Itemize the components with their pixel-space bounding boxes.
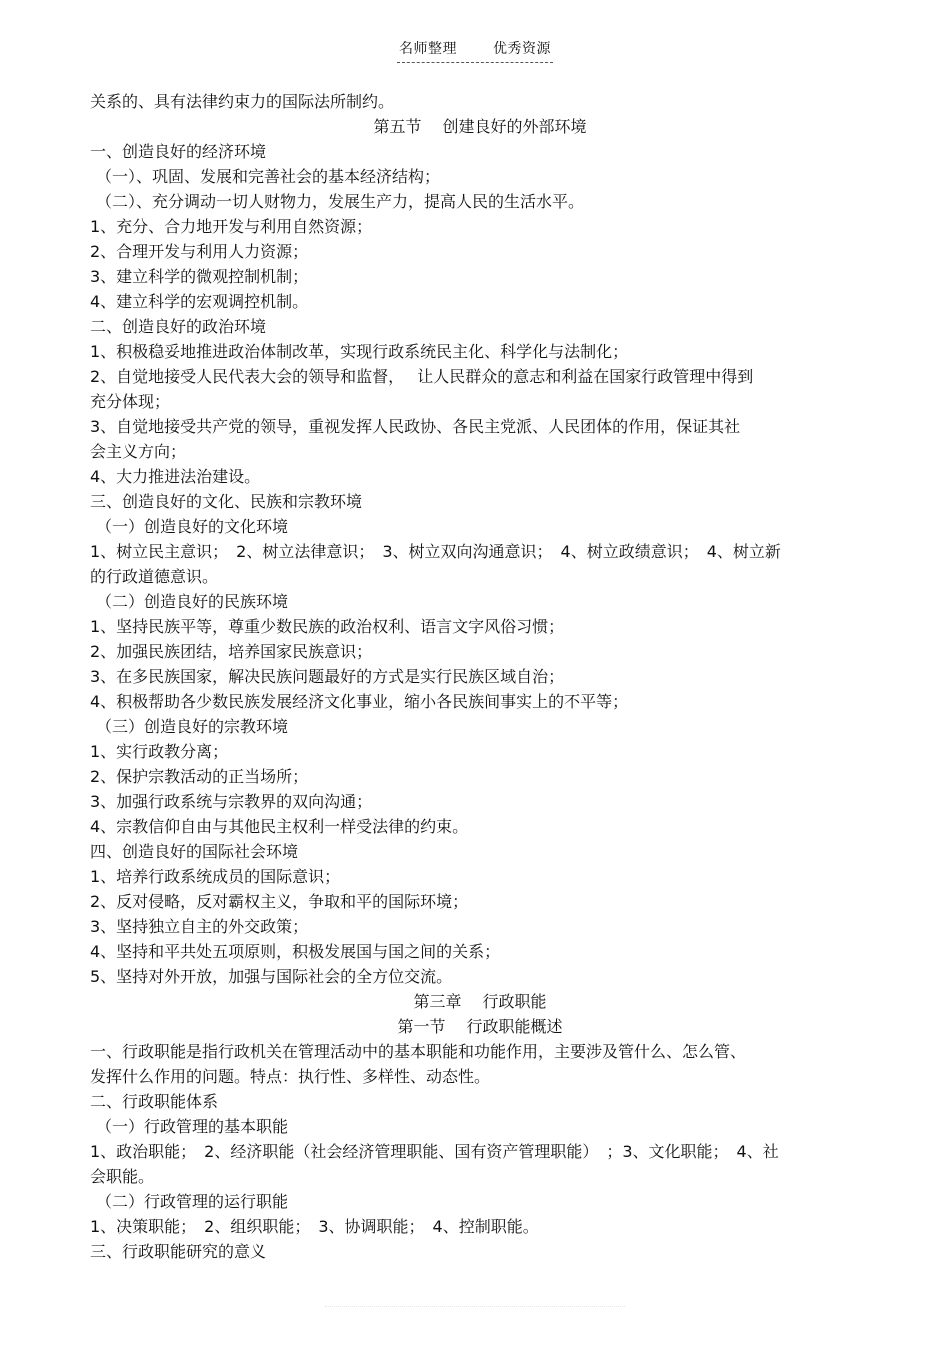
body-line: 3、自觉地接受共产党的领导，重视发挥人民政协、各民主党派、人民团体的作用，保证其社: [90, 417, 741, 436]
body-line: （二）创造良好的民族环境: [96, 592, 289, 611]
body-line: 2、加强民族团结，培养国家民族意识；: [90, 642, 373, 661]
body-line: 充分体现；: [90, 392, 171, 411]
body-line: 2、自觉地接受人民代表大会的领导和监督， 让人民群众的意志和利益在国家行政管理中得到: [90, 367, 754, 386]
body-line: 3、坚持独立自主的外交政策；: [90, 917, 309, 936]
body-line: 3、加强行政系统与宗教界的双向沟通；: [90, 792, 373, 811]
body-line: 1、积极稳妥地推进政治体制改革，实现行政系统民主化、科学化与法制化；: [90, 342, 629, 361]
body-line: 1、树立民主意识； 2、树立法律意识； 3、树立双向沟通意识； 4、树立政绩意识； 4、树立新: [90, 542, 781, 561]
header-right-text: 优秀资源: [493, 41, 551, 57]
body-line: 1、实行政教分离；: [90, 742, 229, 761]
body-line: 4、积极帮助各少数民族发展经济文化事业，缩小各民族间事实上的不平等；: [90, 692, 629, 711]
body-line: 的行政道德意识。: [90, 567, 219, 586]
body-line: （二）行政管理的运行职能: [96, 1192, 289, 1211]
section-heading: 第五节 创建良好的外部环境: [373, 117, 587, 136]
body-line: 会主义方向；: [90, 442, 187, 461]
body-line: 1、充分、合力地开发与利用自然资源；: [90, 217, 373, 236]
body-line: （一）创造良好的文化环境: [96, 517, 289, 536]
body-line: 2、反对侵略，反对霸权主义，争取和平的国际环境；: [90, 892, 469, 911]
header-left-text: 名师整理: [399, 41, 457, 57]
body-line: 4、坚持和平共处五项原则，积极发展国与国之间的关系；: [90, 942, 501, 961]
body-line: 关系的、具有法律约束力的国际法所制约。: [90, 92, 395, 111]
body-line: 1、培养行政系统成员的国际意识；: [90, 867, 341, 886]
body-line: 1、坚持民族平等，尊重少数民族的政治权利、语言文字风俗习惯；: [90, 617, 565, 636]
document-body: [90, 89, 870, 1264]
body-line: 2、保护宗教活动的正当场所；: [90, 767, 309, 786]
body-line: 三、创造良好的文化、民族和宗教环境: [90, 492, 363, 511]
body-line: （一）、巩固、发展和完善社会的基本经济结构；: [96, 167, 441, 186]
body-line: 会职能。: [90, 1167, 155, 1186]
chapter-heading: 第三章 行政职能: [413, 992, 547, 1011]
section-heading: 第一节 行政职能概述: [397, 1017, 563, 1036]
body-line: 一、行政职能是指行政机关在管理活动中的基本职能和功能作用，主要涉及管什么、怎么管、: [90, 1042, 747, 1061]
body-line: 4、建立科学的宏观调控机制。: [90, 292, 309, 311]
body-line: 一、创造良好的经济环境: [90, 142, 267, 161]
body-line: 三、行政职能研究的意义: [90, 1242, 267, 1261]
body-line: 发挥什么作用的问题。特点：执行性、多样性、动态性。: [90, 1067, 491, 1086]
body-line: （一）行政管理的基本职能: [96, 1117, 289, 1136]
body-line: 2、合理开发与利用人力资源；: [90, 242, 309, 261]
body-line: 二、行政职能体系: [90, 1092, 219, 1111]
body-line: （二）、充分调动一切人财物力，发展生产力，提高人民的生活水平。: [96, 192, 585, 211]
body-line: 1、决策职能； 2、组织职能； 3、协调职能； 4、控制职能。: [90, 1217, 539, 1236]
body-line: 5、坚持对外开放，加强与国际社会的全方位交流。: [90, 967, 453, 986]
page-header: [0, 38, 950, 63]
footer-watermark: [325, 1306, 625, 1309]
body-line: 1、政治职能； 2、经济职能（社会经济管理职能、国有资产管理职能） ；3、文化职能； 4、社: [90, 1142, 779, 1161]
header-underline: [397, 38, 553, 63]
body-line: 4、宗教信仰自由与其他民主权利一样受法律的约束。: [90, 817, 469, 836]
body-line: 3、在多民族国家，解决民族问题最好的方式是实行民族区域自治；: [90, 667, 565, 686]
body-line: 3、建立科学的微观控制机制；: [90, 267, 309, 286]
body-line: 四、创造良好的国际社会环境: [90, 842, 299, 861]
body-line: （三）创造良好的宗教环境: [96, 717, 289, 736]
body-line: 4、大力推进法治建设。: [90, 467, 261, 486]
body-line: 二、创造良好的政治环境: [90, 317, 267, 336]
